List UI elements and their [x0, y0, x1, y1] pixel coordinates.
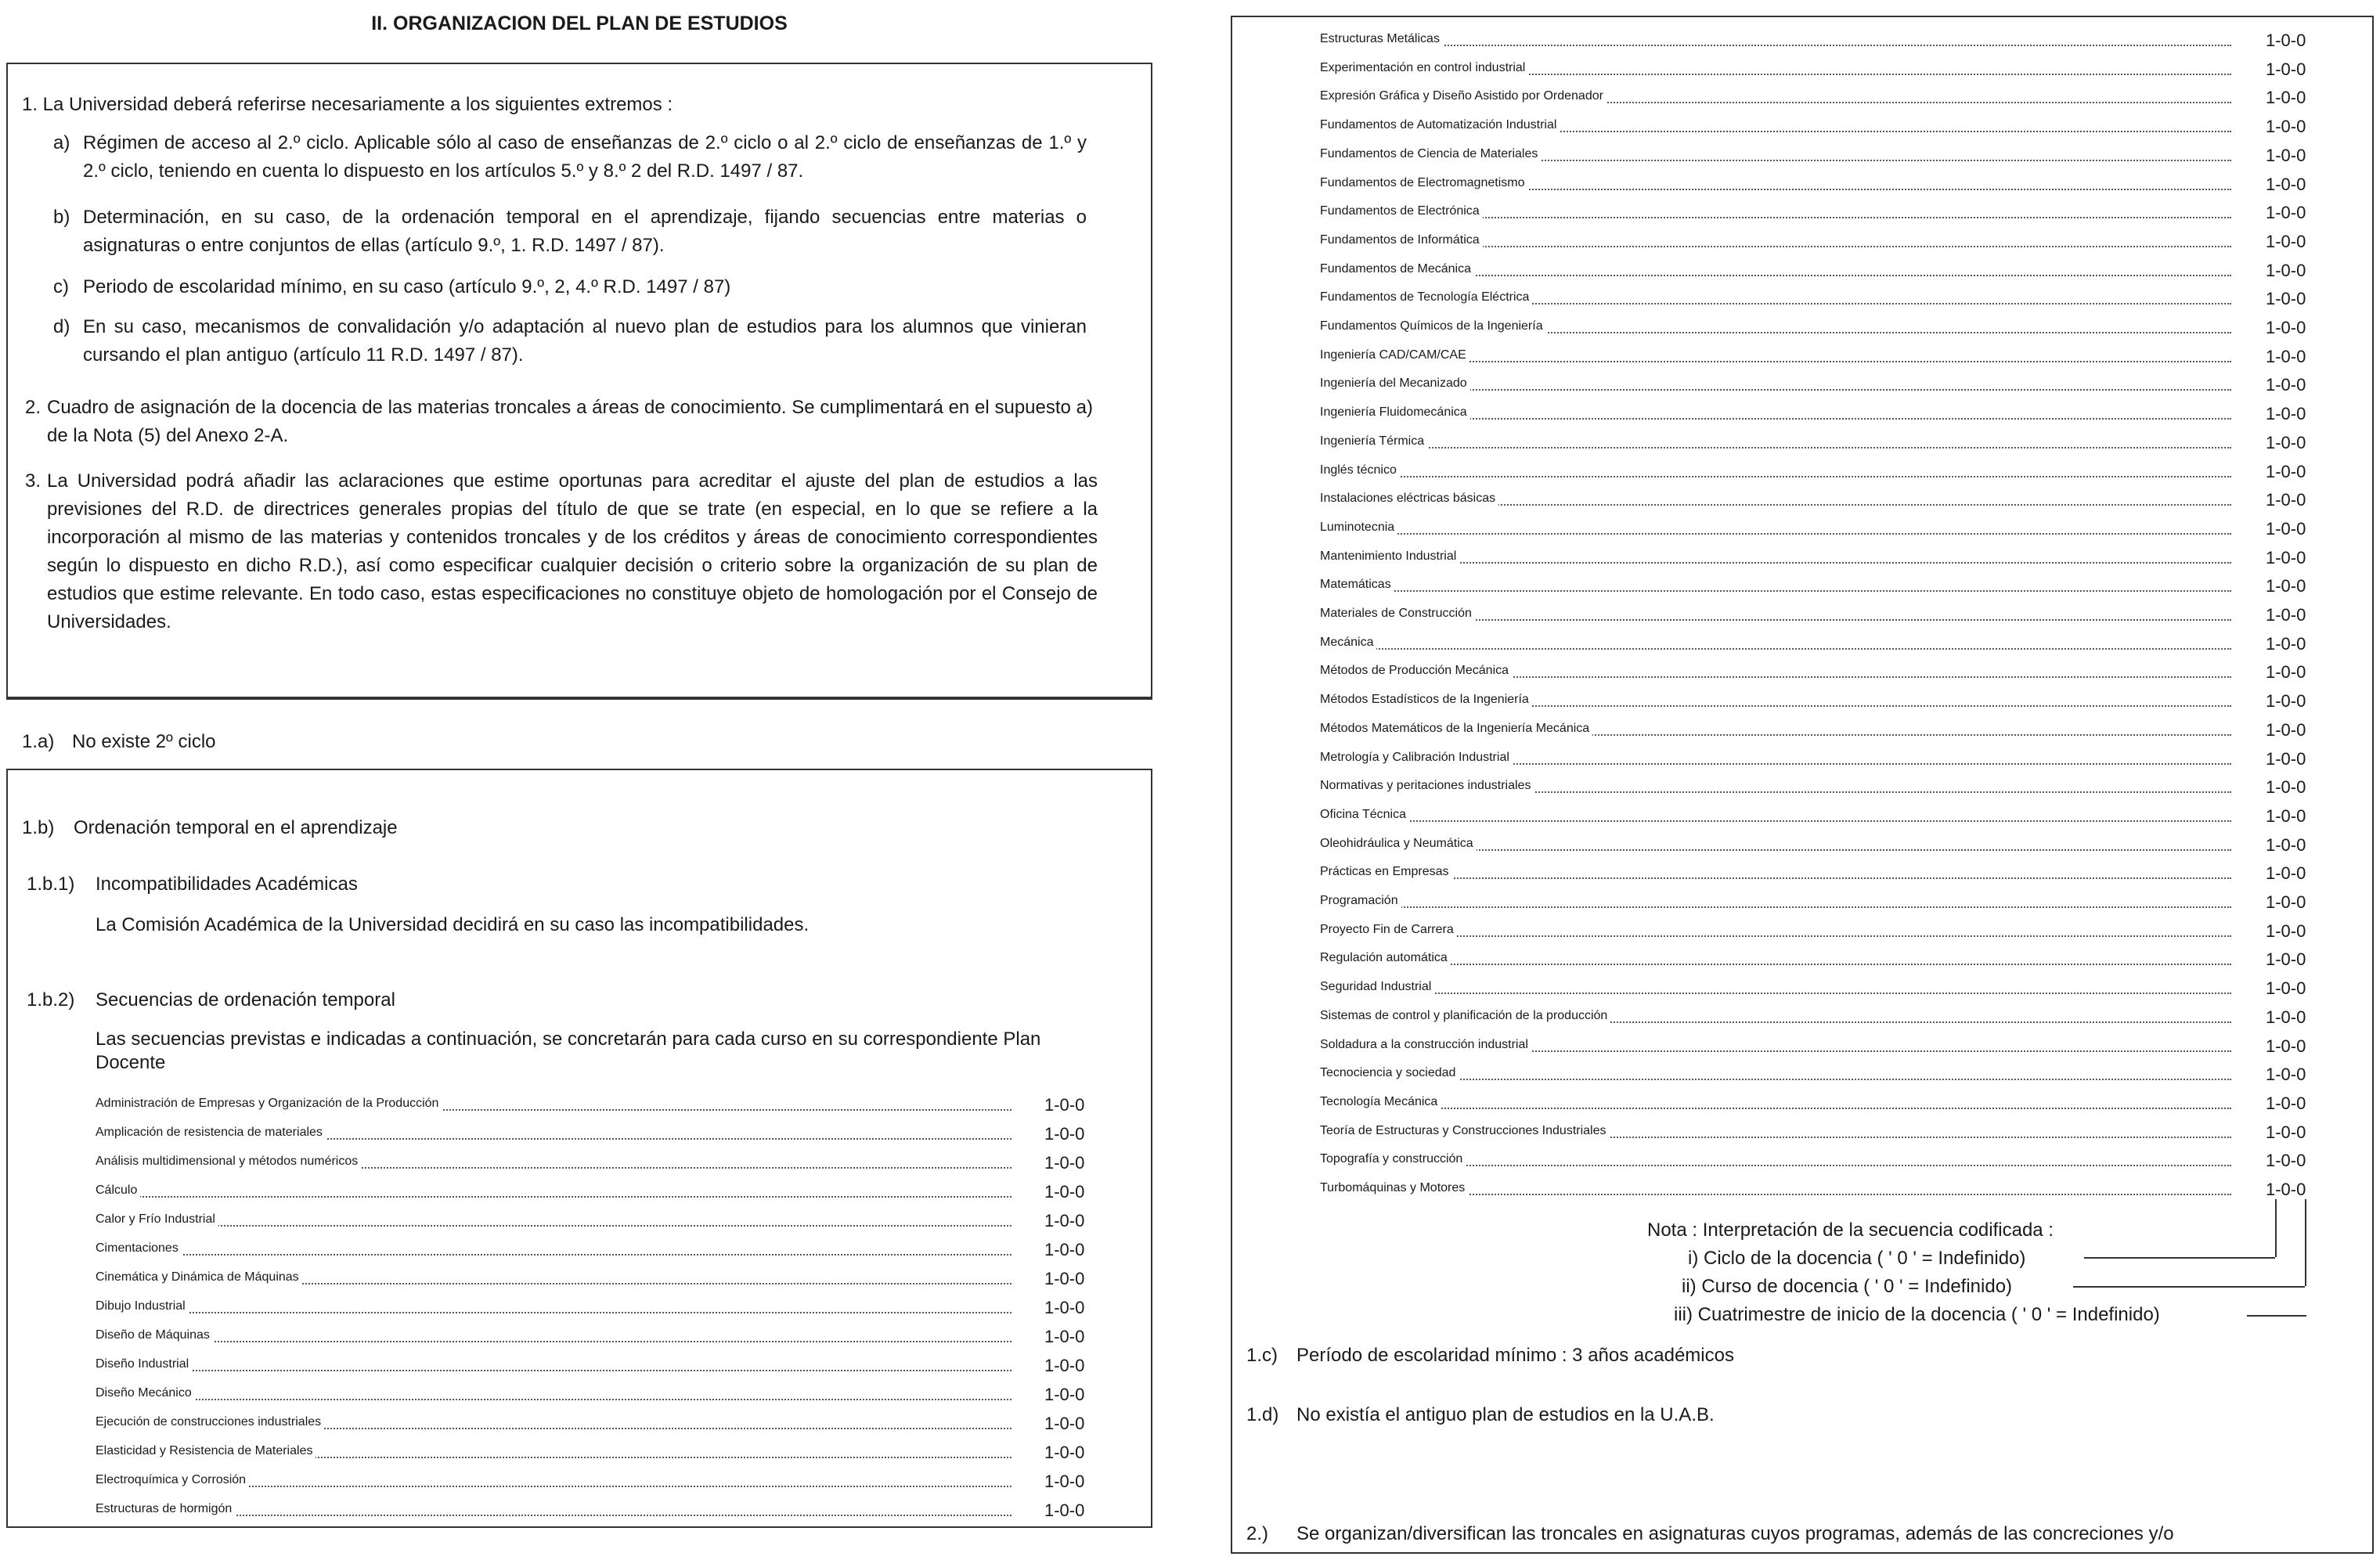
subject-name: Mecánica	[1320, 636, 1376, 650]
nota-item-i: i) Ciclo de la docencia ( ' 0 ' = Indefinido)	[1688, 1248, 2026, 1269]
subject-row	[96, 1469, 1099, 1497]
subject-row	[1320, 919, 2320, 947]
subject-name: Fundamentos Químicos de la Ingeniería	[1320, 319, 1546, 333]
s2b-text: Se organizan/diversifican las troncales en asignaturas cuyos programas, además de las concreciones y/o	[1296, 1523, 2174, 1544]
subject-name: Calor y Frío Industrial	[96, 1212, 218, 1227]
subject-name: Métodos Matemáticos de la Ingeniería Mecánica	[1320, 722, 1592, 736]
sequence-code: 1-0-0	[2266, 432, 2306, 452]
nota-connector-ii-vertical	[2305, 1199, 2306, 1286]
subject-row	[96, 1324, 1099, 1353]
item-c-text: Periodo de escolaridad mínimo, en su caso (artículo 9.º, 2, 4.º R.D. 1497 / 87)	[83, 276, 731, 297]
sequence-code: 1-0-0	[2266, 662, 2306, 683]
subject-row	[1320, 373, 2320, 401]
subject-row	[1320, 890, 2320, 918]
subject-row	[1320, 57, 2320, 85]
sequence-code: 1-0-0	[2266, 949, 2306, 970]
s1b1-text: La Comisión Académica de la Universidad decidirá en su caso las incompatibilidades.	[96, 914, 810, 935]
subject-row	[96, 1411, 1099, 1439]
subject-row	[96, 1122, 1099, 1150]
sequence-code: 1-0-0	[1044, 1414, 1085, 1433]
subject-name: Diseño Industrial	[96, 1357, 192, 1371]
subject-name: Experimentación en control industrial	[1320, 61, 1528, 75]
subject-row	[96, 1382, 1099, 1410]
subject-row	[1320, 747, 2320, 775]
sequence-code: 1-0-0	[2266, 1151, 2306, 1171]
sequence-code: 1-0-0	[2266, 1036, 2306, 1056]
item-b-text: Determinación, en su caso, de la ordenación temporal en el aprendizaje, fijando secuencias entre materias o asignaturas o entre conjuntos de ellas (artículo 9.º, 1. R.D. 1497 / 87).	[83, 207, 1087, 256]
subject-name: Cálculo	[96, 1184, 140, 1198]
nota-connector-iii	[2247, 1315, 2306, 1317]
subject-name: Luminotecnia	[1320, 521, 1397, 535]
subject-name: Ejecución de construcciones industriales	[96, 1415, 324, 1429]
subject-row	[1320, 660, 2320, 688]
section-2-number: 2.	[25, 397, 41, 418]
sequence-code: 1-0-0	[1044, 1501, 1085, 1520]
sequence-code: 1-0-0	[1044, 1327, 1085, 1346]
sequence-code: 1-0-0	[2266, 231, 2306, 251]
subject-name: Ingeniería del Mecanizado	[1320, 376, 1470, 391]
s1c-label: 1.c)	[1246, 1345, 1278, 1366]
sequence-code: 1-0-0	[1044, 1124, 1085, 1144]
subject-row	[1320, 85, 2320, 113]
subject-row	[1320, 431, 2320, 459]
subject-name: Fundamentos de Mecánica	[1320, 262, 1474, 276]
sequence-code: 1-0-0	[2266, 346, 2306, 366]
subject-name: Fundamentos de Ciencia de Materiales	[1320, 147, 1541, 161]
nota-connector-i-vertical	[2275, 1199, 2277, 1257]
sequence-code: 1-0-0	[2266, 1180, 2306, 1199]
dot-leader	[1320, 476, 2231, 477]
subject-row	[1320, 1034, 2320, 1062]
sequence-code: 1-0-0	[2266, 834, 2306, 855]
sequence-code: 1-0-0	[1044, 1356, 1085, 1375]
subject-row	[1320, 143, 2320, 171]
page-title: II. ORGANIZACION DEL PLAN DE ESTUDIOS	[371, 13, 788, 34]
sequence-code: 1-0-0	[1044, 1182, 1085, 1202]
subject-row	[1320, 28, 2320, 56]
nota-item-iii: iii) Cuatrimestre de inicio de la docencia ( ' 0 ' = Indefinido)	[1674, 1304, 2160, 1325]
sequence-code: 1-0-0	[2266, 404, 2306, 424]
sequence-code: 1-0-0	[2266, 31, 2306, 50]
subject-row	[1320, 114, 2320, 142]
subject-row	[96, 1498, 1099, 1526]
subject-name: Proyecto Fin de Carrera	[1320, 923, 1457, 937]
subject-name: Ingeniería Fluidomecánica	[1320, 405, 1470, 420]
subject-row	[1320, 603, 2320, 631]
sequence-code: 1-0-0	[2266, 576, 2306, 596]
subject-name: Ingeniería CAD/CAM/CAE	[1320, 348, 1469, 362]
subject-name: Tecnología Mecánica	[1320, 1095, 1441, 1109]
nota-item-ii: ii) Curso de docencia ( ' 0 ' = Indefinido)	[1682, 1276, 2013, 1297]
subject-name: Seguridad Industrial	[1320, 980, 1434, 994]
subject-name: Oleohidráulica y Neumática	[1320, 837, 1477, 851]
sequence-code: 1-0-0	[2266, 260, 2306, 280]
sequence-code: 1-0-0	[2266, 1093, 2306, 1113]
subject-name: Elasticidad y Resistencia de Materiales	[96, 1444, 316, 1458]
subject-row	[1320, 517, 2320, 545]
dot-leader	[1320, 993, 2231, 994]
subject-row	[1320, 689, 2320, 717]
subject-row	[1320, 574, 2320, 602]
subject-name: Métodos de Producción Mecánica	[1320, 664, 1512, 678]
subject-row	[1320, 286, 2320, 315]
subject-name: Dibujo Industrial	[96, 1299, 189, 1313]
subject-row	[1320, 861, 2320, 889]
nota-connector-ii	[2073, 1286, 2305, 1288]
subject-row	[1320, 488, 2320, 516]
item-d-label: d)	[53, 316, 70, 337]
section-1-intro: 1. La Universidad deberá referirse necesariamente a los siguientes extremos :	[22, 94, 673, 115]
dot-leader	[96, 1399, 1012, 1400]
subject-name: Diseño de Máquinas	[96, 1328, 213, 1342]
subject-name: Matemáticas	[1320, 578, 1394, 592]
subject-row	[96, 1440, 1099, 1468]
sequence-code: 1-0-0	[2266, 59, 2306, 79]
subject-name: Metrología y Calibración Industrial	[1320, 751, 1513, 765]
subject-name: Estructuras de hormigón	[96, 1502, 235, 1516]
subject-name: Cimentaciones	[96, 1241, 182, 1256]
dot-leader	[96, 1225, 1012, 1227]
subject-name: Regulación automática	[1320, 951, 1451, 965]
dot-leader	[1320, 447, 2231, 449]
s1b2-label: 1.b.2)	[27, 989, 75, 1011]
sequence-code: 1-0-0	[1044, 1095, 1085, 1115]
sequence-code: 1-0-0	[2266, 892, 2306, 912]
s1a-label: 1.a)	[22, 731, 55, 752]
subject-row	[96, 1295, 1099, 1324]
s1b1-title: Incompatibilidades Académicas	[96, 874, 358, 895]
subject-row	[1320, 718, 2320, 746]
sequence-code: 1-0-0	[1044, 1269, 1085, 1288]
s1b2-text: Las secuencias previstas e indicadas a continuación, se concretarán para cada curso en su correspondiente Plan Docente	[96, 1029, 1041, 1073]
section-3-number: 3.	[25, 470, 41, 492]
sequence-code: 1-0-0	[2266, 605, 2306, 625]
subject-row	[1320, 1062, 2320, 1090]
section-3-text: La Universidad podrá añadir las aclaraciones que estime oportunas para acreditar el ajuste del plan de estudios a las previsiones del R.D. de directrices generales propias del título de que se trate (en especial, en lo que se refiere a la incorporación al mismo de las materias y contenidos troncales y de los créditos y áreas de conocimiento correspondientes según lo dispuesto en dicho R.D.), así como especificar cualquier decisión o criterio sobre la organización de su plan de estudios que estime relevante. En todo caso, estas especificaciones no constituye objeto de homologación por el Consejo de Universidades.	[47, 470, 1098, 632]
subject-row	[1320, 200, 2320, 229]
subject-name: Mantenimiento Industrial	[1320, 549, 1459, 564]
subject-name: Fundamentos de Tecnología Eléctrica	[1320, 290, 1532, 304]
subject-name: Soldadura a la construcción industrial	[1320, 1038, 1531, 1052]
subject-name: Fundamentos de Informática	[1320, 233, 1483, 247]
subject-row	[1320, 775, 2320, 803]
subject-row	[1320, 1091, 2320, 1119]
sequence-code: 1-0-0	[2266, 318, 2306, 337]
s1a-text: No existe 2º ciclo	[72, 731, 216, 752]
dot-leader	[96, 1196, 1012, 1198]
subject-name: Normativas y peritaciones industriales	[1320, 779, 1534, 793]
sequence-code: 1-0-0	[2266, 461, 2306, 481]
dot-leader	[1320, 590, 2231, 592]
subject-row	[1320, 976, 2320, 1004]
sequence-code: 1-0-0	[2266, 1065, 2306, 1085]
subject-name: Tecnociencia y sociedad	[1320, 1066, 1459, 1080]
section-2-text: Cuadro de asignación de la docencia de las materias troncales a áreas de conocimiento. Se cumplimentará en el supuesto a) de la Nota (5) del Anexo 2-A.	[47, 397, 1093, 446]
subject-name: Instalaciones eléctricas básicas	[1320, 492, 1498, 506]
dot-leader	[1320, 1108, 2231, 1109]
sequence-code: 1-0-0	[2266, 88, 2306, 108]
subject-row	[96, 1238, 1099, 1266]
item-c-label: c)	[53, 276, 69, 297]
dot-leader	[96, 1370, 1012, 1371]
sequence-code: 1-0-0	[2266, 633, 2306, 654]
subject-row	[1320, 1148, 2320, 1176]
sequence-code: 1-0-0	[2266, 748, 2306, 769]
subject-row	[96, 1266, 1099, 1295]
subject-name: Amplicación de resistencia de materiales	[96, 1126, 326, 1140]
sequence-code: 1-0-0	[1044, 1240, 1085, 1259]
subject-name: Fundamentos de Electromagnetismo	[1320, 176, 1527, 190]
subject-name: Programación	[1320, 894, 1401, 908]
s1c-text: Período de escolaridad mínimo : 3 años académicos	[1296, 1345, 1734, 1366]
divider	[6, 698, 1152, 700]
subject-name: Expresión Gráfica y Diseño Asistido por Ordenador	[1320, 89, 1606, 103]
dot-leader	[96, 1341, 1012, 1342]
item-a-label: a)	[53, 132, 70, 153]
item-d-text: En su caso, mecanismos de convalidación y/o adaptación al nuevo plan de estudios para los alumnos que vinieran cursando el plan antiguo (artículo 11 R.D. 1497 / 87).	[83, 316, 1087, 366]
subject-row	[1320, 1177, 2320, 1205]
sequence-code: 1-0-0	[2266, 145, 2306, 165]
subject-row	[96, 1151, 1099, 1179]
subject-row	[1320, 804, 2320, 832]
dot-leader	[1320, 45, 2231, 46]
subject-name: Sistemas de control y planificación de la producción	[1320, 1009, 1610, 1023]
item-b-label: b)	[53, 207, 70, 228]
subject-name: Administración de Empresas y Organización de la Producción	[96, 1097, 442, 1111]
sequence-code: 1-0-0	[2266, 978, 2306, 999]
dot-leader	[1320, 820, 2231, 822]
sequence-code: 1-0-0	[2266, 719, 2306, 740]
sequence-code: 1-0-0	[1044, 1443, 1085, 1462]
sequence-code: 1-0-0	[2266, 921, 2306, 941]
subject-row	[96, 1180, 1099, 1208]
subject-row	[1320, 1005, 2320, 1033]
subject-name: Ingeniería Térmica	[1320, 434, 1427, 449]
subject-row	[1320, 1120, 2320, 1148]
s1b1-label: 1.b.1)	[27, 874, 75, 895]
s2b-label: 2.)	[1246, 1523, 1269, 1544]
sequence-code: 1-0-0	[2266, 1007, 2306, 1027]
dot-leader	[1320, 648, 2231, 650]
subject-name: Cinemática y Dinámica de Máquinas	[96, 1270, 302, 1284]
dot-leader	[1320, 964, 2231, 965]
subject-name: Inglés técnico	[1320, 463, 1400, 477]
sequence-code: 1-0-0	[2266, 518, 2306, 539]
subject-name: Análisis multidimensional y métodos numéricos	[96, 1155, 361, 1169]
subject-name: Diseño Mecánico	[96, 1386, 195, 1400]
sequence-code: 1-0-0	[2266, 1122, 2306, 1142]
sequence-code: 1-0-0	[2266, 777, 2306, 798]
subject-row	[1320, 632, 2320, 660]
subject-name: Fundamentos de Automatización Industrial	[1320, 118, 1560, 132]
sequence-code: 1-0-0	[1044, 1385, 1085, 1404]
sequence-code: 1-0-0	[2266, 691, 2306, 712]
subject-name: Prácticas en Empresas	[1320, 865, 1452, 879]
s1d-label: 1.d)	[1246, 1404, 1279, 1425]
sequence-code: 1-0-0	[2266, 203, 2306, 223]
subject-row	[96, 1209, 1099, 1237]
subject-name: Materiales de Construcción	[1320, 607, 1475, 621]
subject-name: Turbomáquinas y Motores	[1320, 1181, 1468, 1195]
subject-name: Fundamentos de Electrónica	[1320, 204, 1483, 218]
subject-row	[1320, 947, 2320, 975]
s1b-text: Ordenación temporal en el aprendizaje	[74, 817, 398, 838]
sequence-code: 1-0-0	[1044, 1298, 1085, 1317]
subject-name: Teoría de Estructuras y Construcciones Industriales	[1320, 1124, 1610, 1138]
subject-row	[1320, 315, 2320, 344]
subject-row	[1320, 833, 2320, 861]
subject-name: Métodos Estadísticos de la Ingeniería	[1320, 693, 1532, 707]
subject-row	[1320, 546, 2320, 574]
subject-row	[96, 1353, 1099, 1382]
subject-row	[1320, 459, 2320, 488]
s1b2-title: Secuencias de ordenación temporal	[96, 989, 395, 1011]
subject-name: Electroquímica y Corrosión	[96, 1473, 249, 1487]
subject-row	[1320, 258, 2320, 286]
dot-leader	[96, 1254, 1012, 1256]
sequence-code: 1-0-0	[1044, 1472, 1085, 1491]
subject-row	[1320, 172, 2320, 200]
sequence-code: 1-0-0	[1044, 1211, 1085, 1230]
dot-leader	[1320, 533, 2231, 535]
subject-row	[1320, 229, 2320, 258]
nota-connector-i	[2084, 1257, 2275, 1259]
dot-leader	[96, 1312, 1012, 1313]
subject-name: Oficina Técnica	[1320, 808, 1409, 822]
sequence-code: 1-0-0	[2266, 805, 2306, 826]
s1b-label: 1.b)	[22, 817, 55, 838]
sequence-code: 1-0-0	[1044, 1153, 1085, 1173]
dot-leader	[1320, 906, 2231, 908]
sequence-code: 1-0-0	[2266, 289, 2306, 309]
dot-leader	[1320, 877, 2231, 879]
subject-name: Topografía y construcción	[1320, 1152, 1466, 1166]
item-a-text: Régimen de acceso al 2.º ciclo. Aplicable sólo al caso de enseñanzas de 2.º ciclo o al 2.º ciclo de enseñanzas de 1.º y 2.º ciclo, teniendo en cuenta lo dispuesto en los artículos 5.º y 8.º 2 del R.D. 1497 / 87.	[83, 132, 1087, 182]
s1d-text: No existía el antiguo plan de estudios en la U.A.B.	[1296, 1404, 1715, 1425]
sequence-code: 1-0-0	[2266, 174, 2306, 194]
sequence-code: 1-0-0	[2266, 117, 2306, 137]
sequence-code: 1-0-0	[2266, 375, 2306, 395]
subject-row	[1320, 402, 2320, 430]
subject-row	[1320, 344, 2320, 373]
subject-row	[96, 1093, 1099, 1121]
sequence-code: 1-0-0	[2266, 547, 2306, 567]
nota-title: Nota : Interpretación de la secuencia codificada :	[1647, 1220, 2054, 1241]
sequence-code: 1-0-0	[2266, 490, 2306, 510]
subject-name: Estructuras Metálicas	[1320, 32, 1443, 46]
sequence-code: 1-0-0	[2266, 863, 2306, 884]
